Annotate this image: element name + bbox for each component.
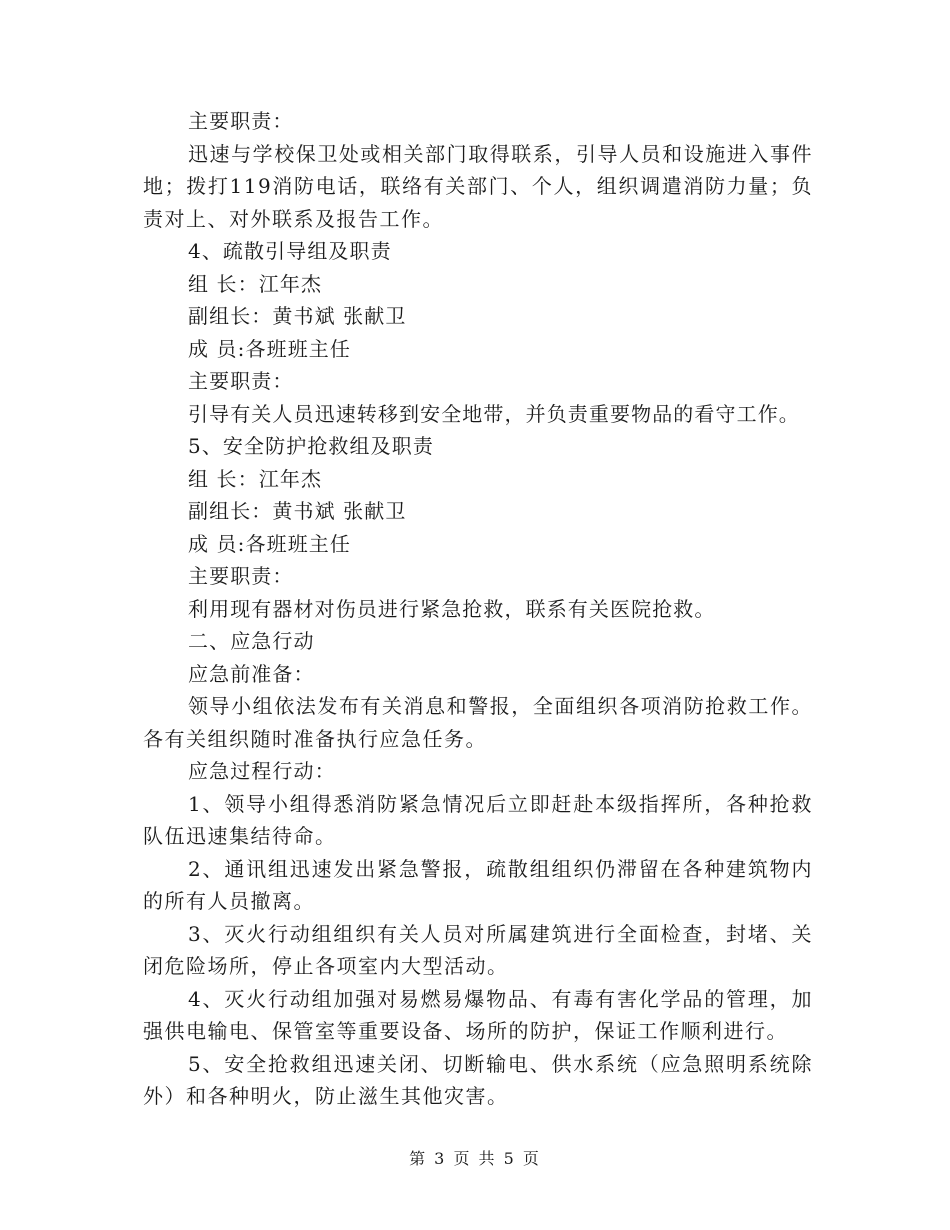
section-heading-rescue-group: 5、安全防护抢救组及职责 [188, 434, 434, 458]
paragraph-rescue-duties: 利用现有器材对伤员进行紧急抢救，联系有关医院抢救。 [188, 596, 716, 621]
section-heading-emergency-action: 二、应急行动 [188, 629, 315, 653]
paragraph-pre-emergency-heading: 应急前准备： [188, 661, 315, 686]
section-heading-evacuation-group: 4、疏散引导组及职责 [188, 239, 392, 263]
paragraph-duties-heading-3: 主要职责： [188, 564, 294, 588]
list-item-action-3: 3、灭火行动组组织有关人员对所属建筑进行全面检查，封堵、关闭危险场所，停止各项室内大型活动。 [143, 921, 813, 978]
paragraph-members-2: 成 员:各班班主任 [188, 531, 351, 556]
document-body [143, 105, 813, 1113]
list-item-action-1: 1、领导小组得悉消防紧急情况后立即赶赴本级指挥所，各种抢救队伍迅速集结待命。 [143, 791, 813, 848]
list-item-action-2: 2、通讯组迅速发出紧急警报，疏散组组织仍滞留在各种建筑物内的所有人员撤离。 [143, 856, 813, 913]
list-item-action-5: 5、安全抢救组迅速关闭、切断输电、供水系统（应急照明系统除外）和各种明火，防止滋生其他灾害。 [143, 1051, 813, 1108]
list-item-action-4: 4、灭火行动组加强对易燃易爆物品、有毒有害化学品的管理，加强供电输电、保管室等重要设备、场所的防护，保证工作顺利进行。 [143, 986, 813, 1043]
paragraph-group-leader-2: 组 长：江年杰 [188, 466, 323, 491]
paragraph-members: 成 员:各班班主任 [188, 336, 351, 361]
paragraph-duties-heading-1: 主要职责： [188, 109, 294, 133]
paragraph-duties-heading-2: 主要职责： [188, 369, 294, 393]
paragraph-deputy-leader-2: 副组长：黄书斌 张献卫 [188, 499, 407, 523]
page-number-footer: 第 3 页 共 5 页 [409, 1149, 541, 1168]
paragraph-deputy-leader: 副组长：黄书斌 张献卫 [188, 304, 407, 328]
paragraph-pre-emergency-body: 领导小组依法发布有关消息和警报，全面组织各项消防抢救工作。各有关组织随时准备执行应急任务。 [143, 694, 813, 751]
paragraph-evacuation-duties: 引导有关人员迅速转移到安全地带，并负责重要物品的看守工作。 [188, 401, 800, 426]
paragraph-group-leader: 组 长：江年杰 [188, 271, 323, 296]
paragraph-process-heading: 应急过程行动： [188, 759, 336, 783]
paragraph-contact-duties: 迅速与学校保卫处或相关部门取得联系，引导人员和设施进入事件地；拨打119消防电话，联络有关部门、个人，组织调遣消防力量；负责对上、对外联系及报告工作。 [143, 141, 813, 231]
